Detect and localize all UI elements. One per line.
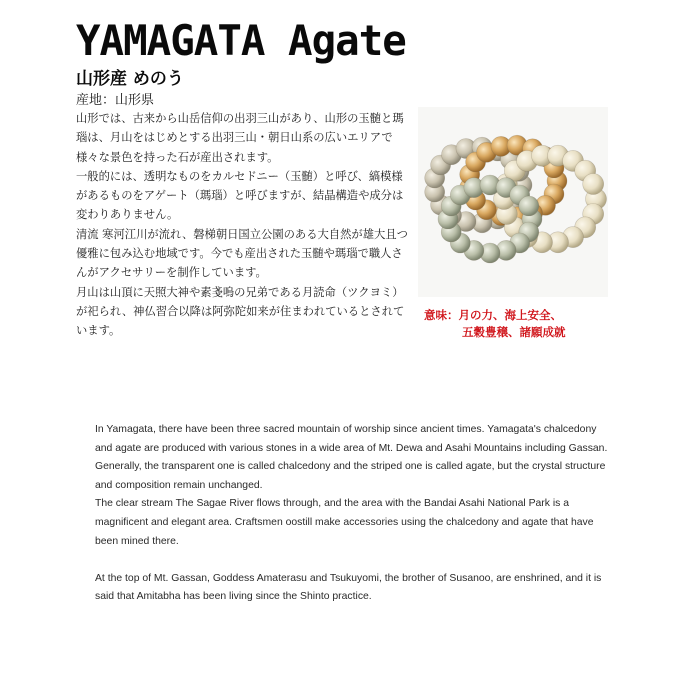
origin-label: 産地：山形県 xyxy=(76,93,155,108)
product-title: YAMAGATA Agate xyxy=(76,16,406,65)
jp-paragraph: 月山は山頂に天照大神や素戔嗚の兄弟である月読命（ツクヨミ）が祀られ、神仏習合以降は阿弥陀如来が住まわれているとされています。 xyxy=(76,285,405,338)
jp-paragraph: 一般的には、透明なものをカルセドニー（玉髄）と呼び、縞模様があるものをアゲート（瑪瑙）と呼びますが、結晶構造や成分は変わりありません。 xyxy=(76,169,404,222)
product-subtitle: 山形産 めのう xyxy=(76,69,184,89)
english-description xyxy=(95,421,615,607)
jp-paragraph: 清流 寒河江川が流れ、磐梯朝日国立公園のある大自然が雄大且つ優雅に包み込む地域です。今でも産出された玉髄や瑪瑙で職人さんがアクセサリーを制作しています。 xyxy=(76,227,408,280)
japanese-description xyxy=(76,109,411,341)
en-paragraph: Generally, the transparent one is called chalcedony and the striped one is called agate, but the crystal structure and composition remain unchanged. xyxy=(95,461,606,491)
agate-bead xyxy=(583,174,604,195)
en-paragraph: In Yamagata, there have been three sacred mountain of worship since ancient times. Yamagata's chalcedony and agate are produced with various stones in a wide area of Mt. Dewa and Asahi Mountains including Gassan. xyxy=(95,424,608,454)
en-paragraph: The clear stream The Sagae River flows through, and the area with the Bandai Asahi National Park is a magnificent and elegant area. Craftsmen oostill make accessories using the chalcedony and agate that have been mined there. xyxy=(95,498,594,547)
meaning-note xyxy=(424,307,566,341)
agate-bracelets-image xyxy=(418,107,608,297)
bracelet-photo xyxy=(418,107,608,297)
en-paragraph: At the top of Mt. Gassan, Goddess Amaterasu and Tsukuyomi, the brother of Susanoo, are enshrined, and it is said that Amitabha has been living since the Shinto practice. xyxy=(95,572,602,603)
meaning-line-1: 意味：月の力、海上安全、 xyxy=(424,308,562,322)
jp-paragraph: 山形では、古来から山岳信仰の出羽三山があり、山形の玉髄と瑪瑙は、月山をはじめとする出羽三山・朝日山系の広いエリアで様々な景色を持った石が産出されます。 xyxy=(76,112,404,164)
agate-bead xyxy=(519,196,539,216)
meaning-line-2: 五穀豊穣、諸願成就 xyxy=(462,325,566,339)
